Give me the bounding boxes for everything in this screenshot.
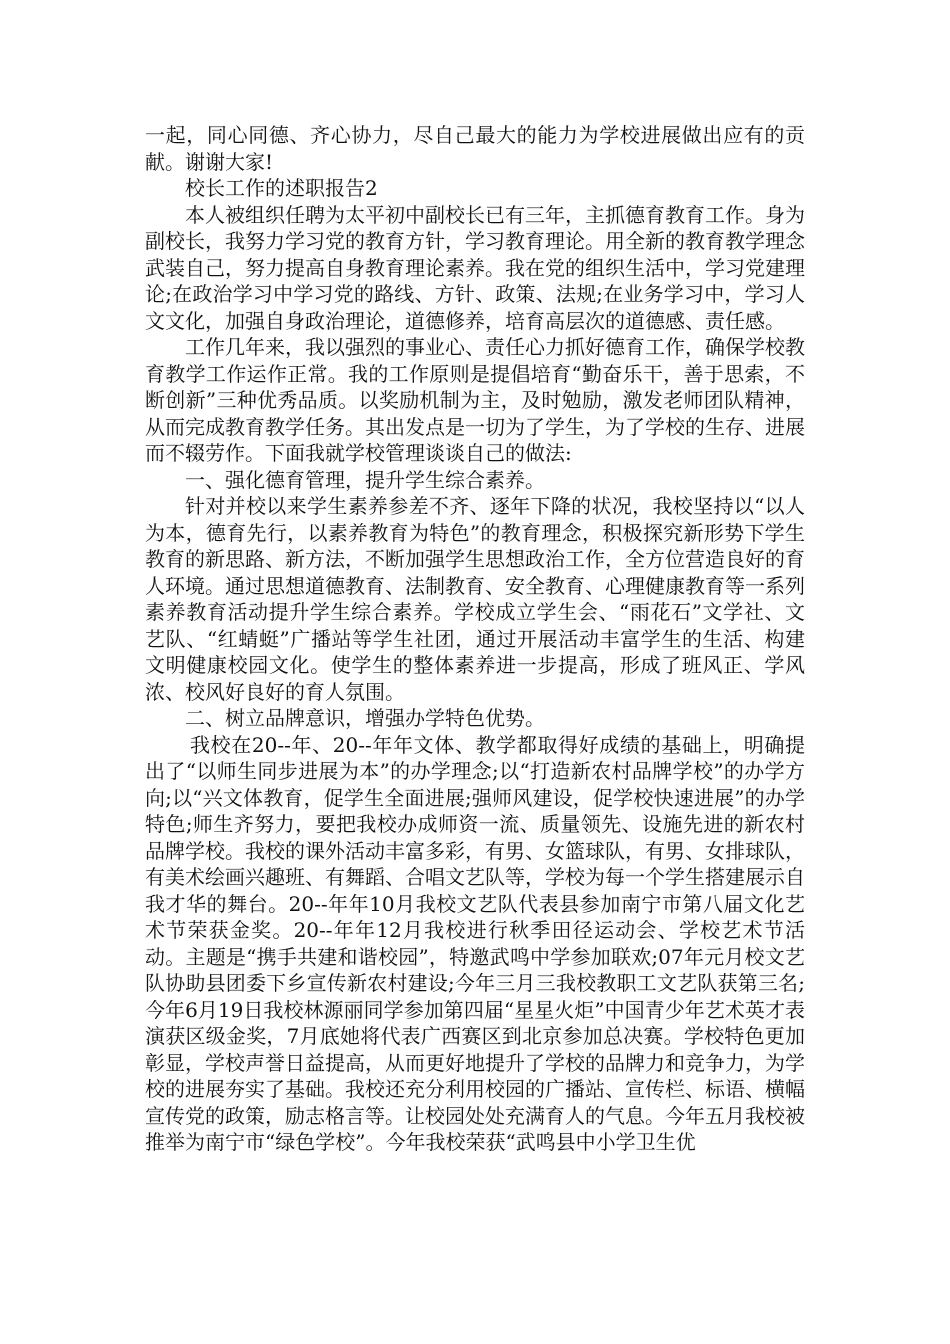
heading-moral-education: 一、强化德育管理，提升学生综合素养。 xyxy=(185,467,545,492)
section-title: 校长工作的述职报告2 xyxy=(185,176,378,200)
paragraph-brand-awareness: 我校在20--年、20--年年文体、教学都取得好成绩的基础上，明确提出了“以师生同步进展为本”的办学理念;以“打造新农村品牌学校”的办学方向;以“兴文体教育，促学生全面进展;强师风建设，促学校快速进展”的办学特色;师生齐努力，要把我校办成师资一流、质量领先、设施先进的新农村品牌学校。我校的课外活动丰富多彩，有男、女篮球队，有男、女排球队，有美术绘画兴趣班、有舞蹈、合唱文艺队等，学校为每一个学生搭建展示自我才华的舞台。20--年年10月我校文艺队代表县参加南宁市第八届文化艺术节荣获金奖。20--年年12月我校进行秋季田径运动会、学校艺术节活动。主题是“携手共建和谐校园”，特邀武鸣中学参加联欢;07年元月校文艺队协助县团委下乡宣传新农村建设;今年三月三我校教职工文艺队获第三名;今年6月19日我校林源丽同学参加第四届“星星火炬”中国青少年艺术英才表演获区级金奖，7月底她将代表广西赛区到北京参加总决赛。学校特色更加彰显，学校声誉日益提高，从而更好地提升了学校的品牌力和竞争力，为学校的进展夯实了基础。我校还充分利用校园的广播站、宣传栏、标语、横幅宣传党的政策，励志格言等。让校园处处充满育人的气息。今年五月我校被推举为南宁市“绿色学校”。今年我校荣获“武鸣县中小学卫生优 xyxy=(145,732,805,1154)
paragraph-intro: 本人被组织任聘为太平初中副校长已有三年，主抓德育教育工作。身为副校长，我努力学习党的教育方针，学习教育理论。用全新的教育教学理念武装自己，努力提高自身教育理论素养。我在党的组织生活中，学习党建理论;在政治学习中学习党的路线、方针、政策、法规;在业务学习中，学习人文文化，加强自身政治理论，道德修养，培育高层次的道德感、责任感。 xyxy=(145,202,805,333)
paragraph-moral-education: 针对并校以来学生素养参差不齐、逐年下降的状况，我校坚持以“以人为本，德育先行，以素养教育为特色”的教育理念，积极探究新形势下学生教育的新思路、新方法，不断加强学生思想政治工作，全方位营造良好的育人环境。通过思想道德教育、法制教育、安全教育、心理健康教育等一系列素养教育活动提升学生综合素养。学校成立学生会、“雨花石”文学社、文艺队、“红蜻蜓”广播站等学生社团，通过开展活动丰富学生的生活、构建文明健康校园文化。使学生的整体素养进一步提高，形成了班风正、学风浓、校风好良好的育人氛围。 xyxy=(145,494,805,704)
paragraph-work-principle: 工作几年来，我以强烈的事业心、责任心力抓好德育工作，确保学校教育教学工作运作正常。我的工作原则是提倡培育“勤奋乐干，善于思索，不断创新”三种优秀品质。以奖励机制为主，及时勉励，激发老师团队精神，从而完成教育教学任务。其出发点是一切为了学生，为了学校的生存、进展而不辍劳作。下面我就学校管理谈谈自己的做法: xyxy=(145,335,805,465)
document-page xyxy=(145,122,805,1156)
paragraph-closing: 一起，同心同德、齐心协力，尽自己最大的能力为学校进展做出应有的贡献。谢谢大家! xyxy=(145,123,805,174)
heading-brand-awareness: 二、树立品牌意识，增强办学特色优势。 xyxy=(185,706,545,730)
